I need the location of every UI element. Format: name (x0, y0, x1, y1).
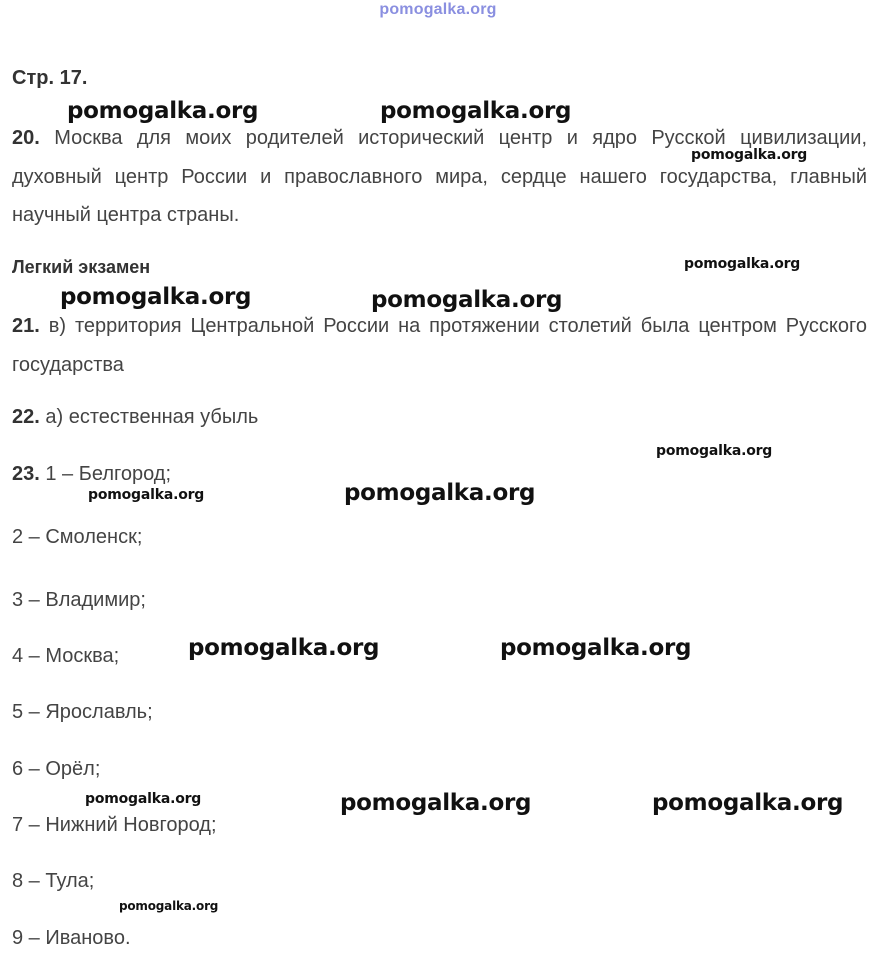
watermark: pomogalka.org (652, 790, 844, 816)
question-20-number: 20. (12, 127, 40, 149)
question-20 (12, 119, 867, 235)
question-22-text: а) естественная убыль (45, 406, 259, 428)
list-item: 5 – Ярославль; (12, 701, 153, 723)
watermark: pomogalka.org (684, 256, 801, 272)
list-item: 8 – Тула; (12, 870, 95, 892)
list-item: 7 – Нижний Новгород; (12, 814, 217, 836)
watermark: pomogalka.org (85, 791, 202, 807)
question-21-text: в) территория Центральной России на протяжении столетий была центром Русского государства (12, 315, 867, 376)
site-header-link[interactable]: pomogalka.org (379, 1, 497, 18)
list-item: 4 – Москва; (12, 645, 120, 667)
section-title: Легкий экзамен (12, 257, 151, 277)
list-item: 3 – Владимир; (12, 589, 146, 611)
question-21-number: 21. (12, 315, 40, 337)
list-item: 1 – Белгород; (45, 463, 171, 485)
question-22 (12, 406, 258, 429)
watermark: pomogalka.org (188, 635, 380, 661)
watermark: pomogalka.org (371, 287, 563, 313)
list-item: 6 – Орёл; (12, 758, 101, 780)
question-22-number: 22. (12, 406, 40, 428)
list-item: 9 – Иваново. (12, 927, 131, 949)
question-20-text: Москва для моих родителей исторический центр и ядро Русской цивилизации, духовный центр России и православного мира, сердце нашего государства, главный научный центра страны. (12, 127, 868, 226)
watermark: pomogalka.org (500, 635, 692, 661)
watermark: pomogalka.org (67, 98, 259, 124)
question-21 (12, 307, 867, 384)
page-label: Стр. 17. (12, 67, 88, 89)
watermark: pomogalka.org (88, 487, 205, 503)
watermark: pomogalka.org (691, 147, 808, 163)
watermark: pomogalka.org (340, 790, 532, 816)
watermark: pomogalka.org (344, 480, 536, 506)
watermark: pomogalka.org (119, 899, 219, 913)
question-23-number: 23. (12, 463, 40, 485)
question-23 (12, 463, 171, 486)
watermark: pomogalka.org (60, 284, 252, 310)
watermark: pomogalka.org (380, 98, 572, 124)
watermark: pomogalka.org (656, 443, 773, 459)
list-item: 2 – Смоленск; (12, 526, 143, 548)
